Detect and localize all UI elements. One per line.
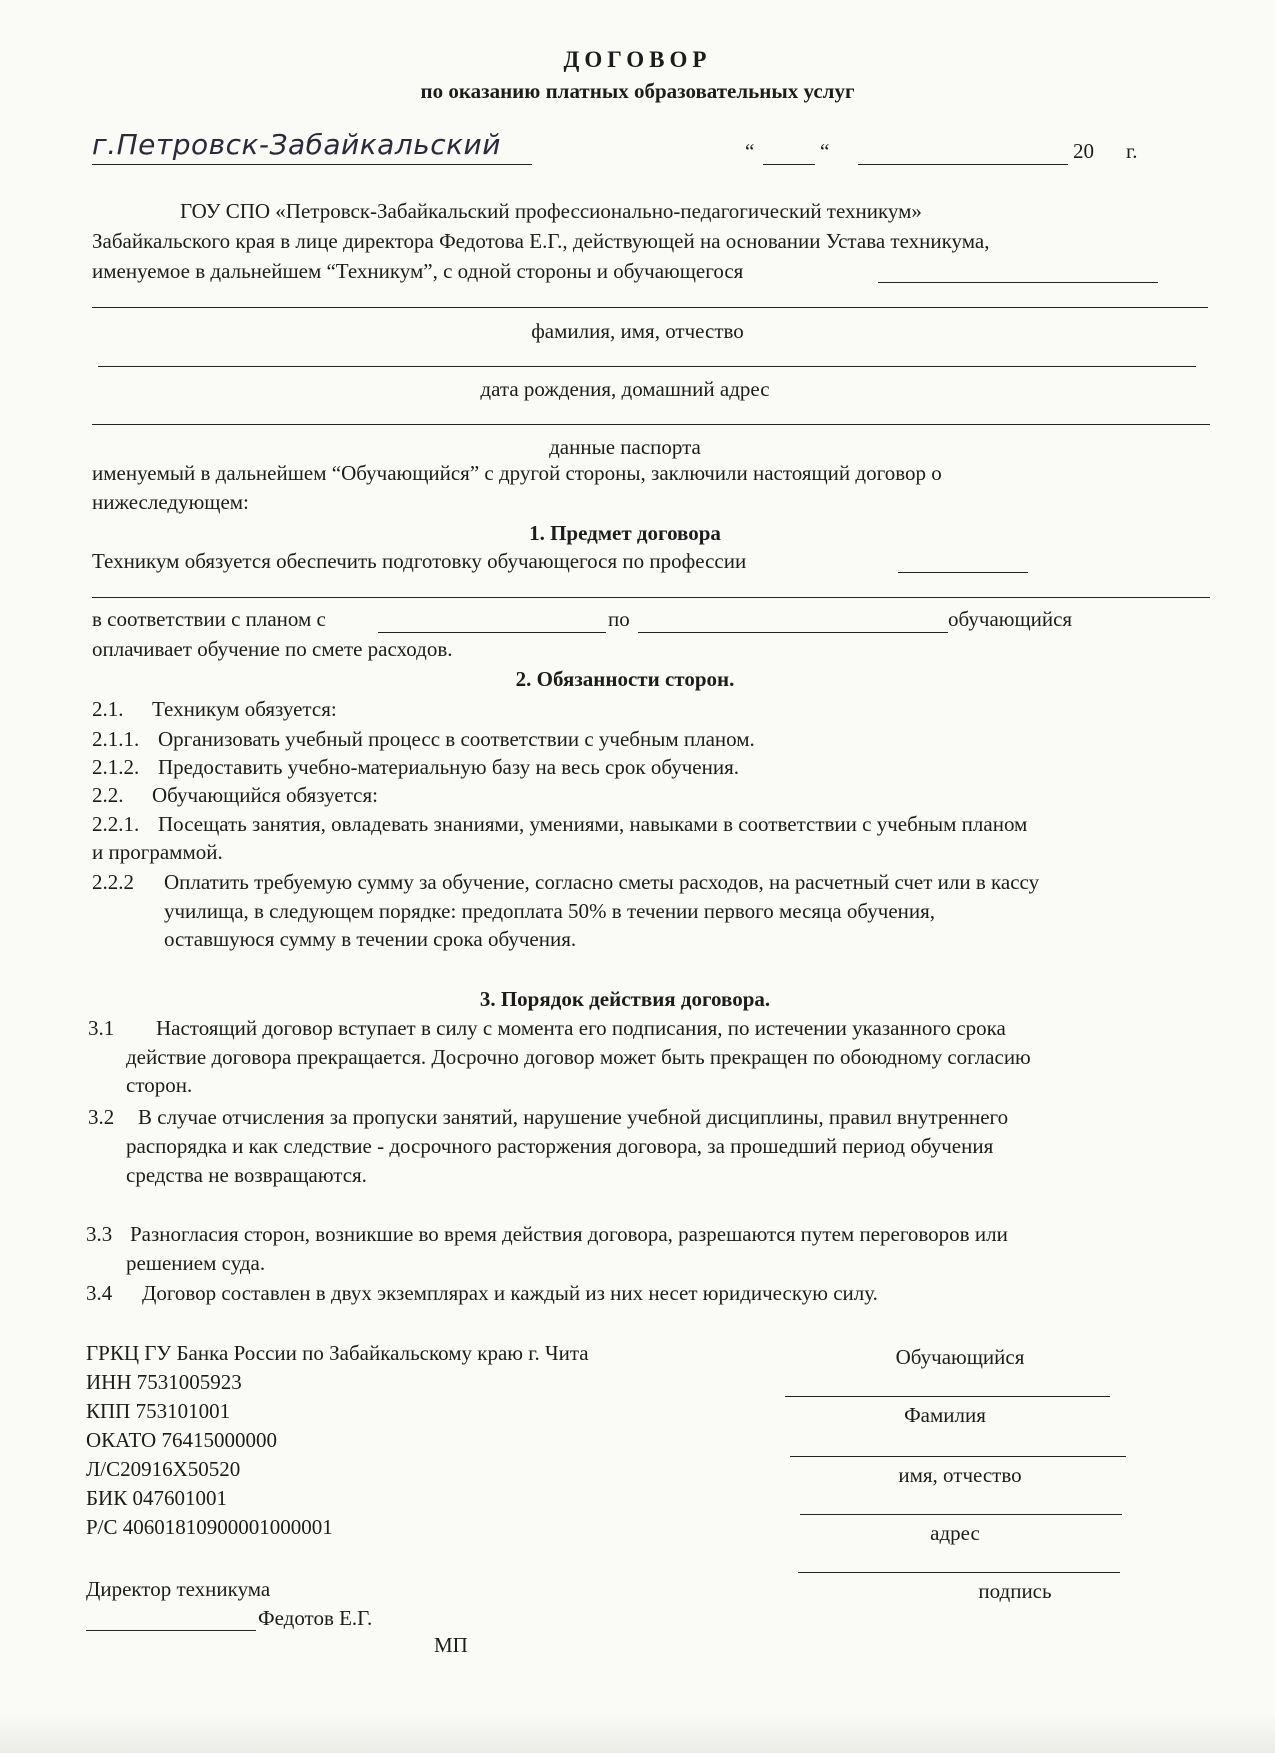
date-quote-close: “ <box>820 139 830 163</box>
student-name-blank[interactable] <box>790 1456 1126 1457</box>
intro-line-4: именуемый в дальнейшем “Обучающийся” с другой стороны, заключили настоящий договор о <box>92 461 942 485</box>
clause-number: 2.1. <box>92 697 124 721</box>
clause-continuation: средства не возвращаются. <box>126 1163 367 1187</box>
section-1-line-2a: в соответствии с планом с <box>92 607 326 631</box>
clause-continuation: оставшуюся сумму в течении срока обучения. <box>164 927 577 951</box>
bank-inn: ИНН 7531005923 <box>86 1370 242 1394</box>
clause-number: 3.4 <box>86 1281 113 1305</box>
clause-number: 2.1.1. <box>92 727 140 751</box>
student-passport-blank[interactable] <box>92 424 1210 425</box>
caption-passport: данные паспорта <box>549 435 701 459</box>
director-title: Директор техникума <box>86 1577 271 1601</box>
clause-text: Посещать занятия, овладевать знаниями, умениями, навыками в соответствии с учебным планом <box>158 812 1028 836</box>
student-address-blank[interactable] <box>800 1514 1122 1515</box>
bank-kpp: КПП 753101001 <box>86 1399 231 1423</box>
student-signature-blank[interactable] <box>798 1572 1120 1573</box>
clause-number: 2.2.2 <box>92 870 134 894</box>
city-underline <box>92 164 532 165</box>
section-3-heading: 3. Порядок действия договора. <box>479 987 771 1011</box>
director-name: Федотов Е.Г. <box>258 1606 373 1630</box>
intro-line-1: ГОУ СПО «Петровск-Забайкальский профессионально-педагогический техникум» <box>180 199 922 223</box>
section-1-line-1: Техникум обязуется обеспечить подготовку обучающегося по профессии <box>92 549 747 573</box>
clause-number: 2.2. <box>92 783 124 807</box>
clause-text: Техникум обязуется: <box>152 697 337 721</box>
clause-number: 2.2.1. <box>92 812 140 836</box>
document-subtitle: по оказанию платных образовательных услуг <box>420 79 855 103</box>
clause-number: 3.2 <box>88 1105 115 1129</box>
bank-bik: БИК 047601001 <box>86 1486 227 1510</box>
clause-text: Разногласия сторон, возникшие во время действия договора, разрешаются путем переговоров или <box>130 1222 1008 1246</box>
date-year-prefix: 20 <box>1073 139 1094 163</box>
date-month-blank[interactable] <box>858 164 1068 165</box>
student-surname-caption: Фамилия <box>904 1403 986 1427</box>
student-name-blank-a[interactable] <box>878 282 1158 283</box>
caption-birth-address: дата рождения, домашний адрес <box>480 377 770 401</box>
city-handwritten: г.Петровск-Забайкальский <box>92 128 501 161</box>
clause-text: Настоящий договор вступает в силу с момента его подписания, по истечении указанного срока <box>156 1016 1006 1040</box>
clause-number: 3.1 <box>88 1016 115 1040</box>
bank-rs: Р/С 40601810900001000001 <box>86 1515 333 1539</box>
director-signature-blank[interactable] <box>86 1630 256 1631</box>
section-1-line-3: оплачивает обучение по смете расходов. <box>92 637 453 661</box>
plan-from-blank[interactable] <box>378 632 606 633</box>
clause-continuation: сторон. <box>126 1073 193 1097</box>
bank-ls: Л/С20916Х50520 <box>86 1457 241 1481</box>
section-2-heading: 2. Обязанности сторон. <box>515 667 735 691</box>
student-surname-blank[interactable] <box>785 1396 1110 1397</box>
date-quote-open: “ <box>745 139 755 163</box>
clause-text: Организовать учебный процесс в соответствии с учебным планом. <box>158 727 755 751</box>
student-signature-caption: подпись <box>978 1579 1052 1603</box>
clause-continuation: распорядка и как следствие - досрочного расторжения договора, за прошедший период обучения <box>126 1134 994 1158</box>
clause-continuation: действие договора прекращается. Досрочно договор может быть прекращен по обоюдному согласию <box>126 1045 1031 1069</box>
clause-text: Предоставить учебно-материальную базу на весь срок обучения. <box>158 755 739 779</box>
caption-full-name: фамилия, имя, отчество <box>531 319 744 343</box>
section-1-line-2b: по <box>608 607 630 631</box>
student-birth-blank[interactable] <box>98 366 1196 367</box>
intro-line-2: Забайкальского края в лице директора Федотова Е.Г., действующей на основании Устава техникума, <box>92 229 990 253</box>
profession-blank-a[interactable] <box>898 572 1028 573</box>
clause-number: 3.3 <box>86 1222 113 1246</box>
clause-number: 2.1.2. <box>92 755 140 779</box>
clause-continuation: и программой. <box>92 840 223 864</box>
student-address-caption: адрес <box>930 1521 980 1545</box>
student-name-caption: имя, отчество <box>898 1463 1022 1487</box>
plan-to-blank[interactable] <box>638 632 948 633</box>
stamp-placeholder: МП <box>434 1633 468 1657</box>
date-year-suffix: г. <box>1126 139 1138 163</box>
intro-line-5: нижеследующем: <box>92 490 249 514</box>
date-day-blank[interactable] <box>763 164 815 165</box>
section-1-heading: 1. Предмет договора <box>529 521 721 545</box>
clause-continuation: решением суда. <box>126 1251 266 1275</box>
student-name-blank-b[interactable] <box>92 307 1208 308</box>
paper-edge-shadow <box>0 1713 1275 1753</box>
intro-line-3: именуемое в дальнейшем “Техникум”, с одной стороны и обучающегося <box>92 259 744 283</box>
clause-continuation: училища, в следующем порядке: предоплата 50% в течении первого месяца обучения, <box>164 899 936 923</box>
clause-text: Обучающийся обязуется: <box>152 783 378 807</box>
bank-okato: ОКАТО 76415000000 <box>86 1428 277 1452</box>
profession-blank-b[interactable] <box>92 597 1210 598</box>
section-1-line-2c: обучающийся <box>948 607 1073 631</box>
student-block-title: Обучающийся <box>895 1345 1025 1369</box>
document-title: ДОГОВОР <box>563 47 712 72</box>
clause-text: Договор составлен в двух экземплярах и каждый из них несет юридическую силу. <box>142 1281 878 1305</box>
clause-text: В случае отчисления за пропуски занятий, нарушение учебной дисциплины, правил внутреннего <box>138 1105 1009 1129</box>
bank-name: ГРКЦ ГУ Банка России по Забайкальскому краю г. Чита <box>86 1341 589 1365</box>
clause-text: Оплатить требуемую сумму за обучение, согласно сметы расходов, на расчетный счет или в кассу <box>164 870 1040 894</box>
